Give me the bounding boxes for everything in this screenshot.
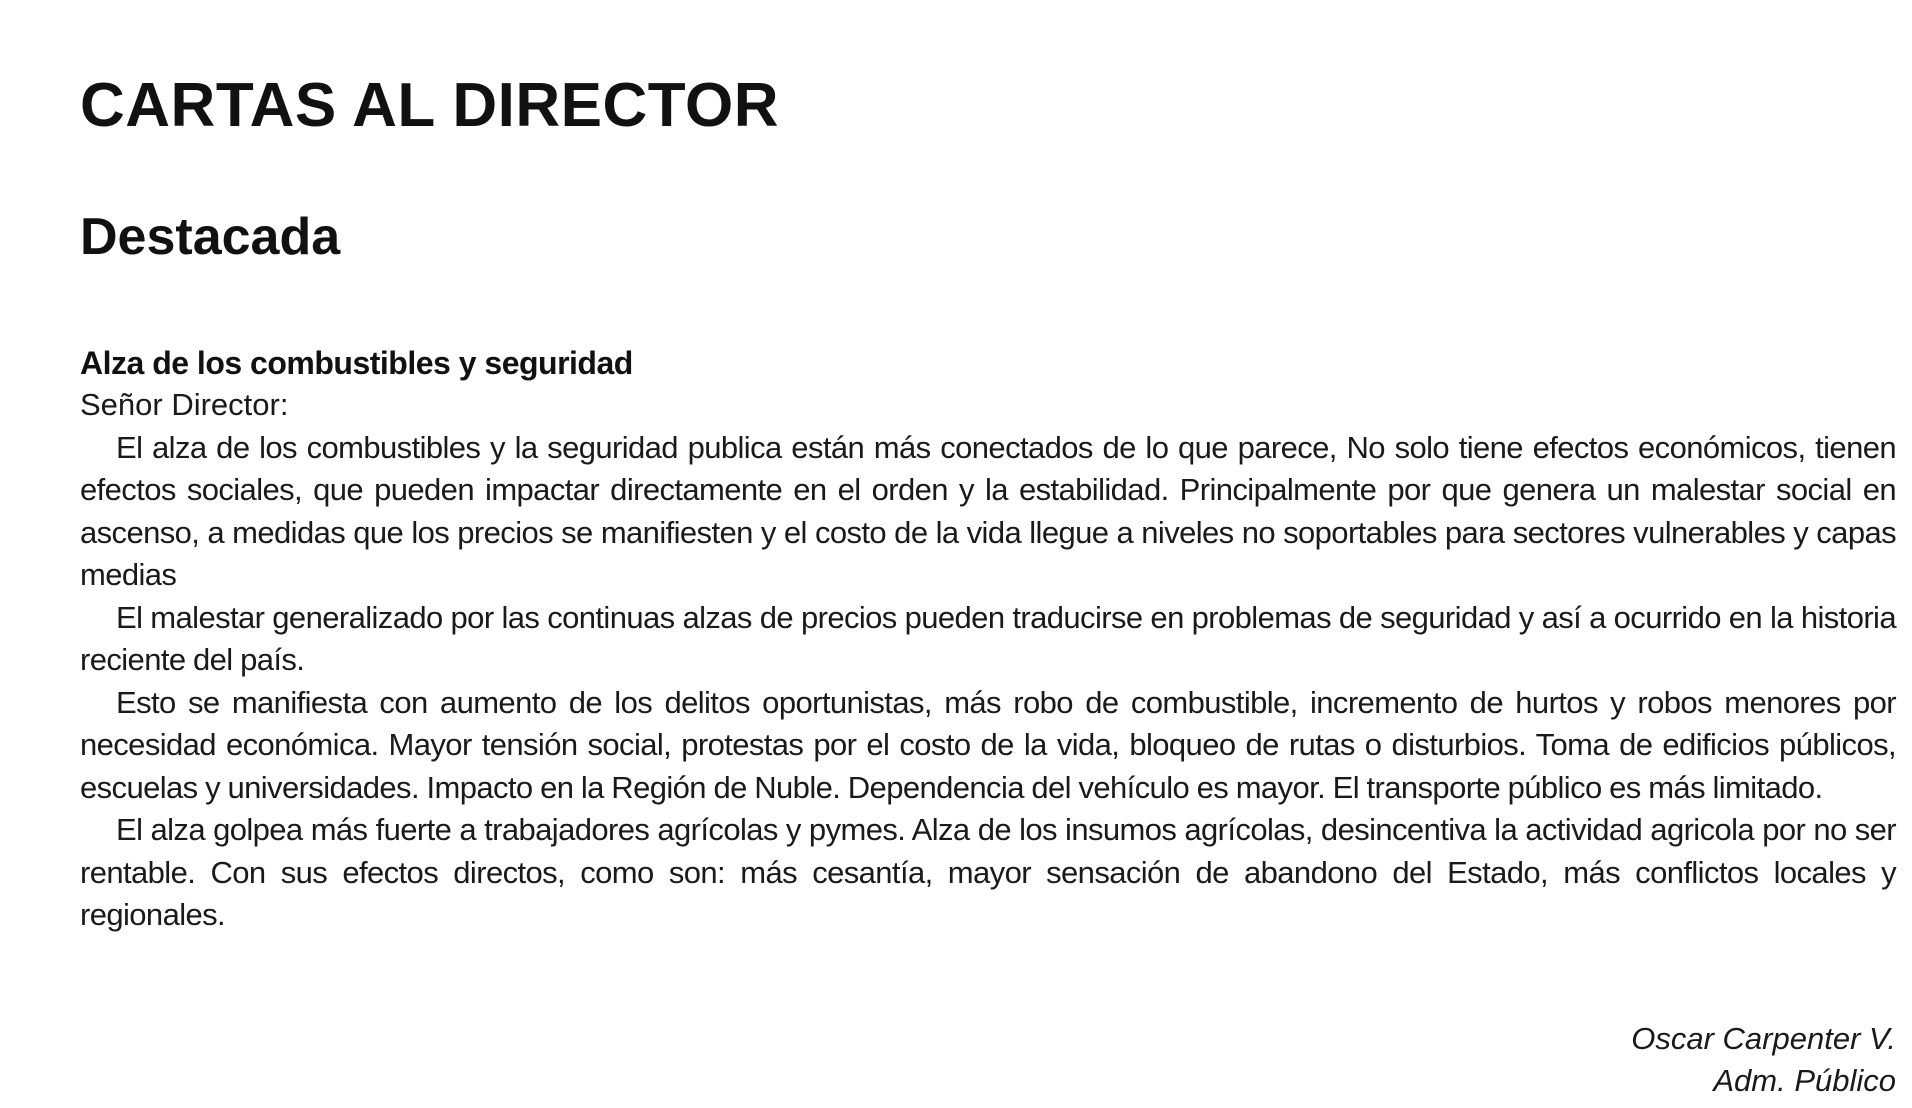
category-heading: Destacada bbox=[80, 208, 341, 267]
section-title: CARTAS AL DIRECTOR bbox=[80, 71, 780, 140]
signature bbox=[1631, 1018, 1896, 1102]
letter-title: Alza de los combustibles y seguridad bbox=[80, 345, 633, 382]
letter-paragraph: Esto se manifiesta con aumento de los delitos oportunistas, más robo de combustible, incremento de hurtos y robos menores por necesidad económica. Mayor tensión social, protestas por el costo de la vida, bloqueo de rutas o disturbios. Toma de edificios públicos, escuelas y universidades. Impacto en la Región de Nuble. Dependencia del vehículo es mayor. El transporte público es más limitado. bbox=[80, 684, 1896, 805]
letter-paragraph: El malestar generalizado por las continuas alzas de precios pueden traducirse en problemas de seguridad y así a ocurrido en la historia reciente del país. bbox=[80, 599, 1896, 678]
author-name: Oscar Carpenter V. bbox=[1631, 1021, 1896, 1056]
letter bbox=[80, 342, 1896, 937]
author-role: Adm. Público bbox=[1713, 1063, 1896, 1098]
letters-page bbox=[80, 70, 1896, 937]
letter-paragraph: El alza golpea más fuerte a trabajadores agrícolas y pymes. Alza de los insumos agrícolas, desincentiva la actividad agricola por no ser rentable. Con sus efectos directos, como son: más cesantía, mayor sensación de abandono del Estado, más conflictos locales y regionales. bbox=[80, 812, 1896, 933]
letter-paragraph: El alza de los combustibles y la seguridad publica están más conectados de lo que parece, No solo tiene efectos económicos, tienen efectos sociales, que pueden impactar directamente en el orden y la estabilidad. Principalmente por que genera un malestar social en ascenso, a medidas que los precios se manifiesten y el costo de la vida llegue a niveles no soportables para sectores vulnerables y capas medias bbox=[80, 429, 1896, 593]
salutation: Señor Director: bbox=[80, 387, 289, 423]
